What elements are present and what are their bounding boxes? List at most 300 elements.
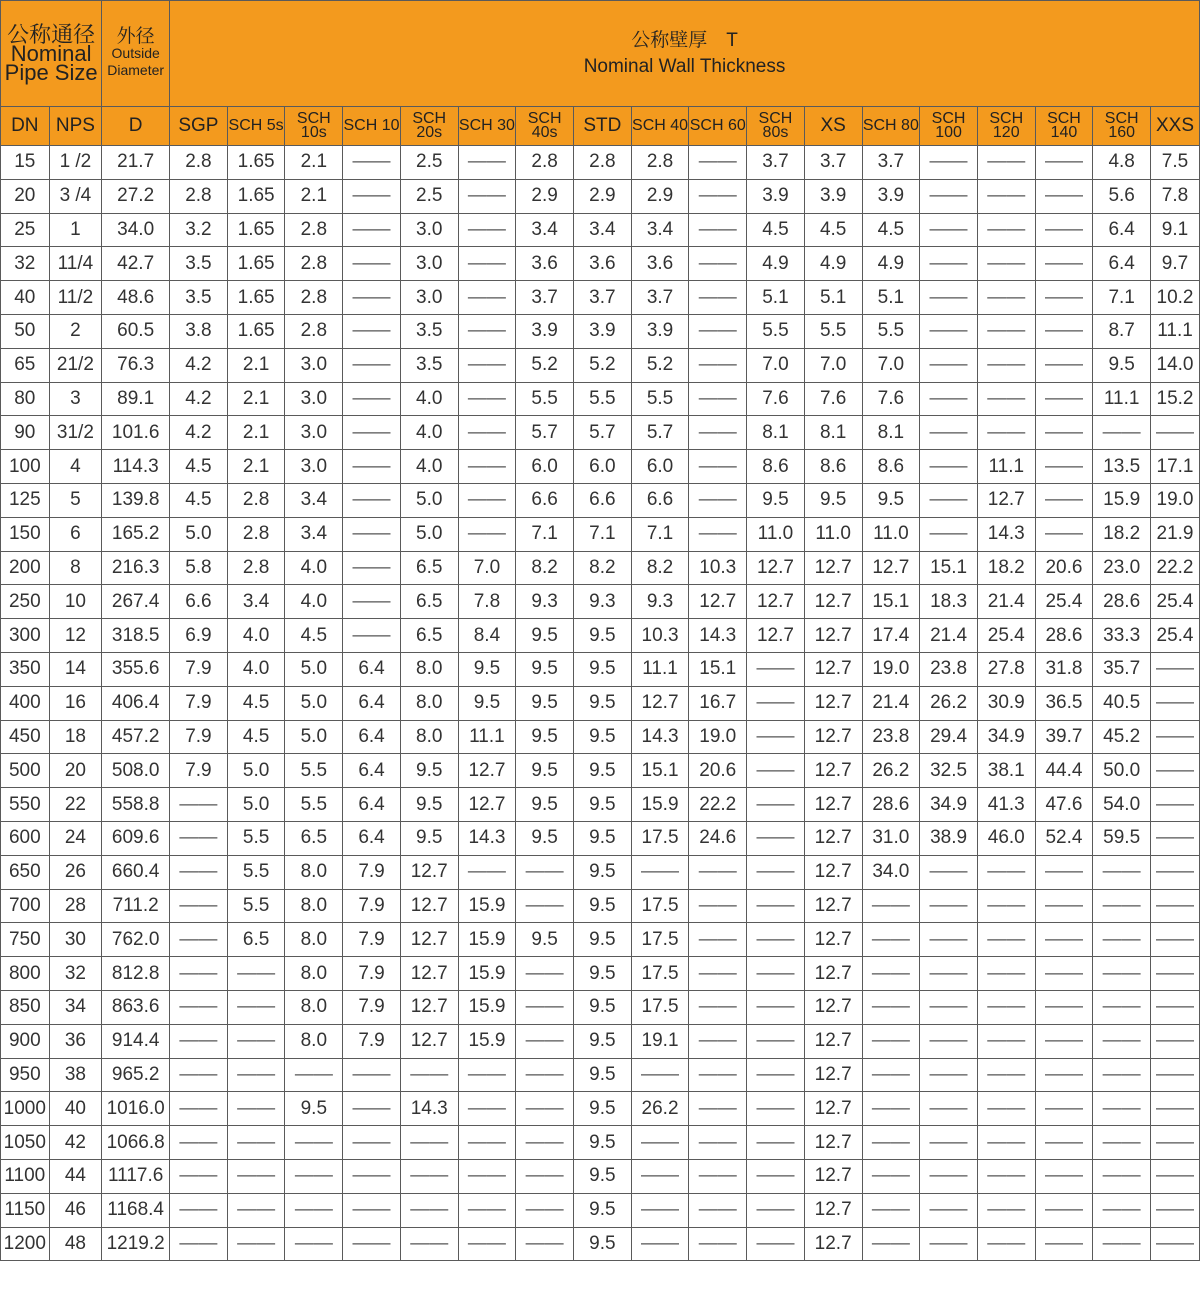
table-row [1, 314, 1200, 348]
table-cell: —— [862, 1058, 920, 1092]
table-cell: 6.6 [170, 585, 228, 619]
table-row [1, 281, 1200, 315]
table-cell: 40.5 [1093, 686, 1151, 720]
table-cell: —— [689, 314, 747, 348]
table-row [1, 1227, 1200, 1261]
table-cell: 12.7 [458, 788, 516, 822]
column-header: D [102, 107, 170, 146]
nominal-pipe-size-header [1, 1, 102, 107]
table-cell: 4.2 [170, 382, 228, 416]
table-cell: 2.8 [285, 281, 343, 315]
table-cell: 2.8 [285, 213, 343, 247]
table-cell: 3.9 [747, 179, 805, 213]
table-cell: —— [862, 1126, 920, 1160]
table-cell: 21.7 [102, 146, 170, 180]
table-row [1, 957, 1200, 991]
table-cell: 508.0 [102, 754, 170, 788]
table-cell: 17.1 [1151, 450, 1200, 484]
table-row [1, 788, 1200, 822]
table-cell: 1000 [1, 1092, 50, 1126]
table-cell: 12.7 [400, 957, 458, 991]
table-cell: 9.5 [573, 1159, 631, 1193]
table-cell: 5.6 [1093, 179, 1151, 213]
table-cell: —— [458, 855, 516, 889]
table-cell: 33.3 [1093, 619, 1151, 653]
table-cell: —— [1035, 1159, 1093, 1193]
table-cell: —— [516, 855, 574, 889]
table-cell: —— [516, 889, 574, 923]
table-cell: 450 [1, 720, 50, 754]
table-cell: —— [977, 281, 1035, 315]
table-cell: 4 [49, 450, 102, 484]
table-cell: 101.6 [102, 416, 170, 450]
table-cell: —— [977, 1126, 1035, 1160]
table-cell: 22 [49, 788, 102, 822]
table-cell: 6.6 [516, 483, 574, 517]
table-cell: —— [977, 179, 1035, 213]
table-cell: 1016.0 [102, 1092, 170, 1126]
table-cell: 7.9 [343, 889, 401, 923]
table-cell: 65 [1, 348, 50, 382]
table-cell: 15.2 [1151, 382, 1200, 416]
table-cell: —— [689, 1126, 747, 1160]
table-cell: 6.5 [400, 551, 458, 585]
table-cell: 200 [1, 551, 50, 585]
table-cell: 7.6 [804, 382, 862, 416]
table-cell: —— [689, 416, 747, 450]
table-cell: 12.7 [804, 652, 862, 686]
table-cell: 47.6 [1035, 788, 1093, 822]
table-cell: —— [862, 889, 920, 923]
table-cell: 45.2 [1093, 720, 1151, 754]
table-cell: 9.5 [458, 652, 516, 686]
table-cell: 12.7 [804, 754, 862, 788]
table-cell: —— [689, 889, 747, 923]
table-cell: 3.0 [285, 416, 343, 450]
table-cell: 8.0 [285, 889, 343, 923]
table-cell: —— [747, 923, 805, 957]
table-cell: —— [977, 146, 1035, 180]
table-cell: —— [862, 923, 920, 957]
table-cell: 17.5 [631, 821, 689, 855]
table-cell: 5.2 [516, 348, 574, 382]
table-cell: 100 [1, 450, 50, 484]
table-cell: —— [458, 450, 516, 484]
table-row [1, 821, 1200, 855]
table-cell: —— [977, 1227, 1035, 1261]
table-cell: 28.6 [1035, 619, 1093, 653]
table-cell: 15.9 [458, 1024, 516, 1058]
table-cell: —— [747, 1193, 805, 1227]
column-header: XXS [1151, 107, 1200, 146]
table-cell: 250 [1, 585, 50, 619]
table-cell: 3.7 [631, 281, 689, 315]
table-cell: 21.4 [862, 686, 920, 720]
table-cell: 9.5 [573, 1092, 631, 1126]
table-cell: 2.5 [400, 146, 458, 180]
table-cell: —— [1093, 1126, 1151, 1160]
table-cell: 5.0 [400, 483, 458, 517]
table-cell: 8.4 [458, 619, 516, 653]
table-cell: —— [747, 1159, 805, 1193]
table-cell: 1117.6 [102, 1159, 170, 1193]
table-cell: —— [689, 1024, 747, 1058]
table-cell: 267.4 [102, 585, 170, 619]
table-cell: 34.9 [920, 788, 978, 822]
table-cell: —— [1035, 1092, 1093, 1126]
table-cell: 4.9 [804, 247, 862, 281]
table-cell: 26 [49, 855, 102, 889]
table-cell: —— [920, 450, 978, 484]
table-cell: —— [920, 990, 978, 1024]
table-cell: 3.0 [400, 247, 458, 281]
table-cell: 52.4 [1035, 821, 1093, 855]
table-cell: —— [170, 1092, 228, 1126]
table-cell: 20 [1, 179, 50, 213]
table-cell: 29.4 [920, 720, 978, 754]
table-cell: —— [689, 923, 747, 957]
table-cell: 9.5 [516, 720, 574, 754]
table-cell: 12.7 [689, 585, 747, 619]
table-cell: —— [458, 281, 516, 315]
table-cell: 3.5 [170, 281, 228, 315]
table-cell: 17.5 [631, 923, 689, 957]
table-cell: —— [1093, 1058, 1151, 1092]
table-cell: —— [920, 382, 978, 416]
table-cell: —— [400, 1227, 458, 1261]
table-cell: 7.0 [747, 348, 805, 382]
table-row [1, 1193, 1200, 1227]
table-cell: 1100 [1, 1159, 50, 1193]
table-cell: 20.6 [689, 754, 747, 788]
table-row [1, 450, 1200, 484]
table-cell: —— [920, 889, 978, 923]
table-cell: —— [400, 1159, 458, 1193]
table-cell: 2 [49, 314, 102, 348]
table-cell: —— [920, 213, 978, 247]
table-cell: 1.65 [227, 314, 285, 348]
table-cell: 8.0 [400, 720, 458, 754]
table-cell: —— [1035, 450, 1093, 484]
table-cell: 318.5 [102, 619, 170, 653]
table-cell: 12.7 [804, 1227, 862, 1261]
table-cell: —— [343, 585, 401, 619]
table-cell: 609.6 [102, 821, 170, 855]
table-body [1, 146, 1200, 1261]
table-cell: 17.4 [862, 619, 920, 653]
table-cell: —— [1093, 923, 1151, 957]
table-cell: 9.5 [516, 754, 574, 788]
table-cell: 12.7 [804, 1092, 862, 1126]
table-cell: 9.5 [516, 619, 574, 653]
table-cell: 28.6 [1093, 585, 1151, 619]
table-cell: 6.6 [631, 483, 689, 517]
table-row [1, 348, 1200, 382]
table-cell: 12.7 [804, 551, 862, 585]
table-cell: 38 [49, 1058, 102, 1092]
table-cell: —— [170, 821, 228, 855]
table-cell: 9.5 [400, 821, 458, 855]
table-cell: 4.0 [285, 585, 343, 619]
table-cell: 9.5 [573, 889, 631, 923]
table-cell: 550 [1, 788, 50, 822]
table-cell: 2.1 [227, 348, 285, 382]
table-cell: 1219.2 [102, 1227, 170, 1261]
table-row [1, 585, 1200, 619]
table-cell: 5.5 [747, 314, 805, 348]
column-header: SCH 40s [516, 107, 574, 146]
table-cell: —— [977, 314, 1035, 348]
table-cell: 800 [1, 957, 50, 991]
table-cell: 8.6 [747, 450, 805, 484]
table-cell: 3.7 [573, 281, 631, 315]
table-cell: —— [343, 247, 401, 281]
table-cell: —— [1035, 1058, 1093, 1092]
column-header: SCH 40 [631, 107, 689, 146]
table-cell: 2.8 [170, 179, 228, 213]
table-cell: 7.9 [343, 990, 401, 1024]
table-cell: 6.4 [343, 652, 401, 686]
table-cell: —— [516, 1193, 574, 1227]
table-cell: 1.65 [227, 247, 285, 281]
table-cell: —— [1093, 1193, 1151, 1227]
table-cell: 41.3 [977, 788, 1035, 822]
table-cell: —— [977, 416, 1035, 450]
table-cell: 3.7 [862, 146, 920, 180]
table-cell: 7.9 [170, 686, 228, 720]
table-cell: 6.0 [573, 450, 631, 484]
table-row [1, 517, 1200, 551]
table-cell: —— [400, 1058, 458, 1092]
table-cell: —— [1151, 416, 1200, 450]
table-cell: 3 /4 [49, 179, 102, 213]
table-cell: 5.5 [227, 855, 285, 889]
table-cell: 5.5 [573, 382, 631, 416]
table-cell: 36.5 [1035, 686, 1093, 720]
table-cell: 12.7 [804, 889, 862, 923]
table-cell: —— [343, 416, 401, 450]
table-cell: 4.0 [400, 416, 458, 450]
table-cell: —— [343, 314, 401, 348]
table-cell: 26.2 [862, 754, 920, 788]
table-cell: —— [1151, 720, 1200, 754]
table-cell: —— [343, 1126, 401, 1160]
table-cell: 8.1 [747, 416, 805, 450]
table-cell: 15.9 [458, 990, 516, 1024]
column-header: SCH 140 [1035, 107, 1093, 146]
table-cell: —— [400, 1126, 458, 1160]
table-cell: —— [977, 348, 1035, 382]
table-cell: 3 [49, 382, 102, 416]
table-cell: —— [170, 889, 228, 923]
table-cell: 150 [1, 517, 50, 551]
table-cell: 6.4 [1093, 247, 1151, 281]
table-cell: —— [689, 990, 747, 1024]
table-cell: 12.7 [804, 686, 862, 720]
table-cell: 34.0 [102, 213, 170, 247]
table-cell: 125 [1, 483, 50, 517]
table-cell: —— [1035, 348, 1093, 382]
table-cell: 12.7 [400, 923, 458, 957]
table-cell: 14.3 [458, 821, 516, 855]
table-cell: 2.9 [631, 179, 689, 213]
table-cell: —— [1151, 1092, 1200, 1126]
table-cell: 4.0 [285, 551, 343, 585]
table-cell: —— [1093, 889, 1151, 923]
table-cell: 18 [49, 720, 102, 754]
table-cell: 7.9 [343, 957, 401, 991]
table-cell: —— [170, 1058, 228, 1092]
table-cell: 9.5 [516, 652, 574, 686]
table-cell: 2.8 [285, 314, 343, 348]
table-cell: 27.2 [102, 179, 170, 213]
table-cell: 5.5 [227, 821, 285, 855]
table-cell: 12.7 [458, 754, 516, 788]
table-cell: —— [227, 1058, 285, 1092]
table-cell: 9.5 [285, 1092, 343, 1126]
table-cell: —— [1151, 1159, 1200, 1193]
table-cell: —— [343, 382, 401, 416]
table-cell: 12.7 [400, 889, 458, 923]
table-cell: 11/4 [49, 247, 102, 281]
table-cell: —— [170, 957, 228, 991]
table-cell: 400 [1, 686, 50, 720]
table-cell: —— [747, 889, 805, 923]
table-cell: —— [1093, 1024, 1151, 1058]
table-cell: 14.0 [1151, 348, 1200, 382]
table-cell: 4.5 [170, 450, 228, 484]
column-header: SCH 100 [920, 107, 978, 146]
table-cell: 18.2 [977, 551, 1035, 585]
table-cell: —— [920, 146, 978, 180]
table-cell: —— [920, 314, 978, 348]
table-header [1, 1, 1200, 146]
table-cell: 12.7 [804, 1058, 862, 1092]
table-cell: 9.5 [573, 821, 631, 855]
table-cell: 5.5 [285, 788, 343, 822]
table-cell: 3.5 [400, 314, 458, 348]
table-cell: 3.7 [747, 146, 805, 180]
table-cell: —— [343, 450, 401, 484]
table-cell: 12.7 [804, 1159, 862, 1193]
table-cell: —— [1093, 1092, 1151, 1126]
table-cell: 11.1 [977, 450, 1035, 484]
table-cell: 1200 [1, 1227, 50, 1261]
table-cell: —— [689, 517, 747, 551]
table-cell: 14.3 [977, 517, 1035, 551]
table-cell: 2.8 [285, 247, 343, 281]
table-cell: —— [1035, 990, 1093, 1024]
table-cell: 8.0 [285, 990, 343, 1024]
table-cell: —— [920, 1092, 978, 1126]
table-cell: 3.7 [516, 281, 574, 315]
table-cell: 10.3 [631, 619, 689, 653]
table-cell: 9.5 [804, 483, 862, 517]
table-cell: 965.2 [102, 1058, 170, 1092]
table-cell: 1 /2 [49, 146, 102, 180]
table-cell: 2.8 [573, 146, 631, 180]
table-cell: 12.7 [804, 1126, 862, 1160]
table-cell: —— [977, 1159, 1035, 1193]
table-cell: 8.2 [516, 551, 574, 585]
table-cell: 2.8 [227, 517, 285, 551]
table-cell: —— [170, 1193, 228, 1227]
column-header: SCH 160 [1093, 107, 1151, 146]
table-row [1, 146, 1200, 180]
table-cell: 54.0 [1093, 788, 1151, 822]
table-cell: 5.0 [227, 788, 285, 822]
table-cell: 8.0 [285, 855, 343, 889]
table-cell: 9.1 [1151, 213, 1200, 247]
table-cell: 2.8 [227, 483, 285, 517]
table-row [1, 213, 1200, 247]
table-cell: —— [689, 247, 747, 281]
table-cell: —— [1035, 1227, 1093, 1261]
column-header: XS [804, 107, 862, 146]
table-cell: —— [747, 855, 805, 889]
table-cell: 12.7 [862, 551, 920, 585]
table-cell: 914.4 [102, 1024, 170, 1058]
table-cell: 12.7 [400, 990, 458, 1024]
table-cell: —— [458, 348, 516, 382]
table-cell: 9.5 [516, 821, 574, 855]
table-cell: —— [977, 247, 1035, 281]
table-cell: —— [1151, 889, 1200, 923]
table-cell: 21.4 [977, 585, 1035, 619]
column-header-row [1, 107, 1200, 146]
table-cell: 558.8 [102, 788, 170, 822]
table-cell: 28 [49, 889, 102, 923]
table-cell: 1.65 [227, 281, 285, 315]
table-cell: 30.9 [977, 686, 1035, 720]
table-cell: 12 [49, 619, 102, 653]
table-cell: 3.7 [804, 146, 862, 180]
table-cell: 4.0 [227, 619, 285, 653]
table-cell: 9.5 [516, 686, 574, 720]
table-cell: 12.7 [804, 619, 862, 653]
table-cell: —— [343, 146, 401, 180]
table-cell: 25 [1, 213, 50, 247]
table-cell: 12.7 [400, 855, 458, 889]
outside-diameter-header [102, 1, 170, 107]
column-header: SCH 80 [862, 107, 920, 146]
table-cell: 11.0 [862, 517, 920, 551]
table-cell: 12.7 [804, 788, 862, 822]
table-cell: —— [1151, 990, 1200, 1024]
table-cell: —— [1035, 855, 1093, 889]
column-header: SCH 5s [227, 107, 285, 146]
table-cell: 17.5 [631, 990, 689, 1024]
table-row [1, 754, 1200, 788]
table-cell: —— [458, 179, 516, 213]
table-cell: 15.1 [862, 585, 920, 619]
table-cell: 6.5 [400, 585, 458, 619]
table-cell: —— [343, 619, 401, 653]
table-cell: 7.6 [747, 382, 805, 416]
table-cell: —— [747, 1024, 805, 1058]
table-cell: —— [920, 1159, 978, 1193]
table-cell: —— [689, 213, 747, 247]
table-cell: 2.8 [631, 146, 689, 180]
table-cell: 9.5 [573, 686, 631, 720]
table-cell: 9.5 [400, 788, 458, 822]
table-cell: 59.5 [1093, 821, 1151, 855]
table-cell: 25.4 [977, 619, 1035, 653]
column-header: SGP [170, 107, 228, 146]
table-cell: —— [977, 923, 1035, 957]
table-cell: 6.0 [631, 450, 689, 484]
table-cell: 11.1 [458, 720, 516, 754]
